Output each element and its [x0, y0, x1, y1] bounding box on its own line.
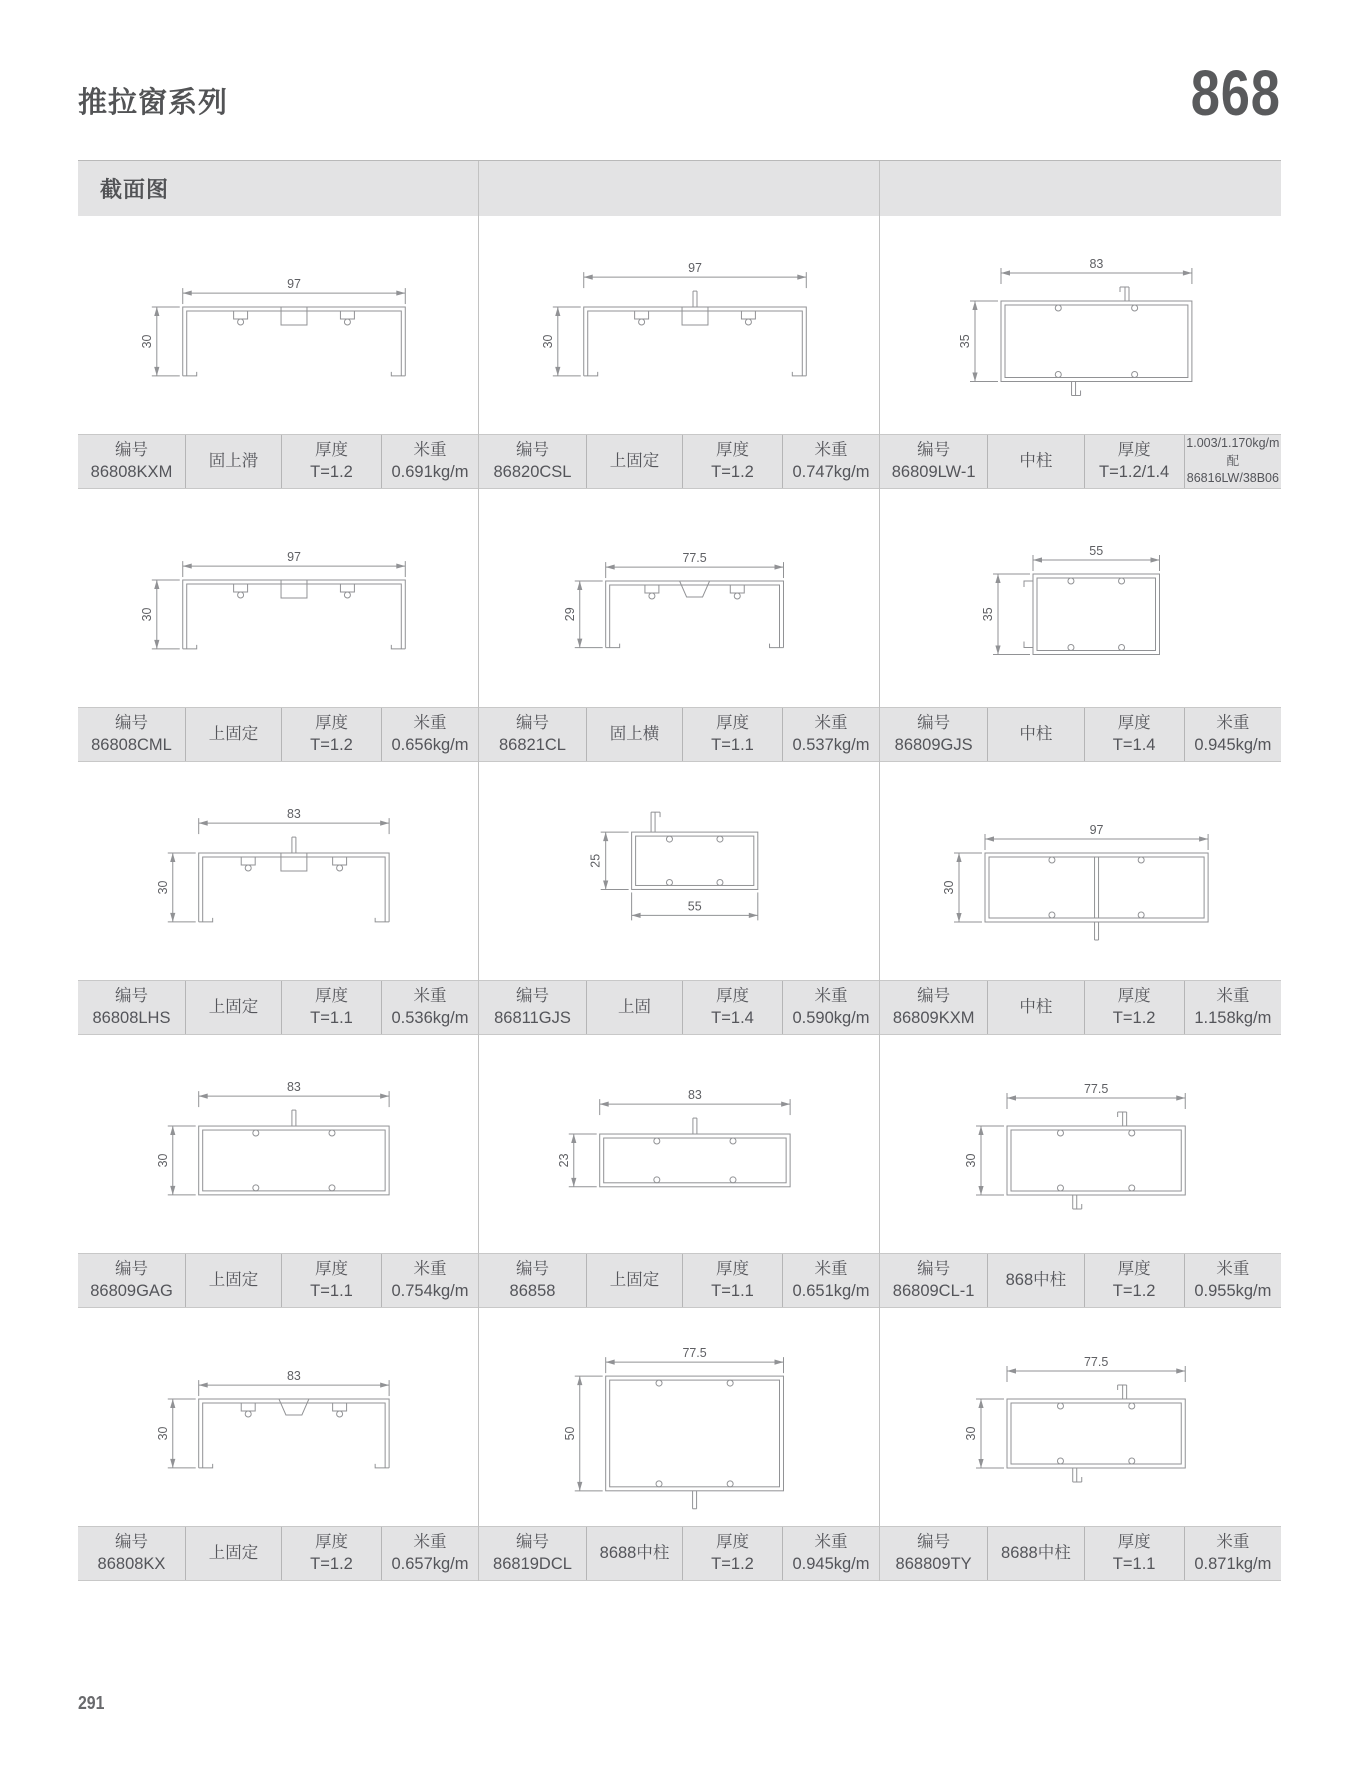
spec-number-cell: [880, 1527, 988, 1580]
spec-number-value: 86809KXM: [892, 1008, 975, 1027]
spec-type-value: 中柱: [1019, 451, 1053, 470]
dim-height-label: 50: [562, 1426, 577, 1441]
spec-weight-value: 0.945kg/m: [1194, 735, 1272, 754]
spec-thickness-cell: [282, 435, 382, 488]
profile-section-svg: [880, 489, 1281, 707]
spec-strip: [78, 1253, 478, 1308]
spec-type-cell: [988, 1254, 1084, 1307]
spec-number-label: 编号: [516, 714, 549, 733]
table-header-row: [78, 160, 1281, 216]
profile-section-svg: [479, 489, 879, 707]
spec-thickness-label: 厚度: [315, 441, 348, 460]
spec-thickness-value: T=1.1: [310, 1008, 353, 1027]
spec-thickness-value: T=1.1: [1112, 1554, 1156, 1573]
spec-thickness-value: T=1.2: [310, 462, 353, 481]
spec-thickness-label: 厚度: [315, 987, 348, 1006]
spec-number-label: 编号: [115, 441, 148, 460]
spec-weight-value: 0.590kg/m: [792, 1008, 870, 1027]
dim-width-label: 83: [1089, 257, 1104, 271]
spec-weight-value: 0.747kg/m: [792, 462, 870, 481]
spec-number-value: 86808LHS: [92, 1008, 171, 1027]
spec-type-value: 中柱: [1019, 997, 1053, 1016]
spec-number-value: 86821CL: [499, 735, 566, 754]
spec-thickness-cell: [282, 1527, 382, 1580]
spec-type-value: 上固定: [609, 1270, 660, 1289]
spec-type-cell: [186, 435, 282, 488]
spec-weight-value: 0.691kg/m: [391, 462, 469, 481]
dim-height-label: 30: [942, 880, 956, 895]
spec-number-label: 编号: [917, 714, 951, 733]
spec-thickness-label: 厚度: [1117, 1533, 1151, 1552]
spec-number-label: 编号: [917, 987, 951, 1006]
spec-type-cell: [988, 981, 1084, 1034]
profile-section-svg: [78, 216, 478, 434]
spec-weight-label: 米重: [814, 714, 848, 733]
profile-cell: [479, 1035, 880, 1308]
spec-strip: [880, 434, 1281, 489]
spec-thickness-value: T=1.2: [711, 1554, 754, 1573]
profile-drawing: [479, 1308, 879, 1526]
spec-weight-cell: [382, 435, 478, 488]
spec-weight-value: 1.158kg/m: [1194, 1008, 1272, 1027]
profile-cell: [78, 489, 479, 762]
spec-thickness-cell: [683, 708, 783, 761]
dim-width-label: 83: [286, 807, 301, 822]
spec-thickness-label: 厚度: [1117, 987, 1151, 1006]
dim-height-label: 30: [155, 1426, 170, 1441]
spec-thickness-cell: [1085, 435, 1185, 488]
profile-section-svg: [479, 216, 879, 434]
spec-weight-value: 0.754kg/m: [391, 1281, 469, 1300]
dim-width-label: 83: [286, 1369, 301, 1384]
spec-weight-value: 0.651kg/m: [792, 1281, 870, 1300]
spec-number-label: 编号: [516, 441, 549, 460]
profile-drawing: [479, 762, 879, 980]
spec-weight-cell: [382, 708, 478, 761]
spec-number-cell: [880, 1254, 988, 1307]
spec-thickness-value: T=1.2: [1112, 1008, 1156, 1027]
spec-type-cell: [186, 708, 282, 761]
spec-type-cell: [988, 708, 1084, 761]
profile-cell: [880, 216, 1281, 489]
spec-type-cell: [587, 708, 683, 761]
spec-strip: [880, 1526, 1281, 1581]
profile-cell: [78, 1308, 479, 1581]
spec-type-cell: [587, 1527, 683, 1580]
dim-width-label: 77.5: [1083, 1355, 1109, 1369]
spec-weight-cell: [382, 981, 478, 1034]
page-number: 291: [78, 1693, 105, 1713]
spec-thickness-label: 厚度: [1117, 1260, 1151, 1279]
spec-type-value: 868中柱: [1005, 1270, 1067, 1289]
spec-weight-label: 米重: [814, 1533, 848, 1552]
spec-strip: [78, 434, 478, 489]
dim-width-label: 83: [687, 1088, 702, 1103]
series-number-badge: 868: [1190, 57, 1281, 129]
spec-strip: [78, 707, 478, 762]
profile-section-svg: [78, 762, 478, 980]
spec-thickness-cell: [683, 435, 783, 488]
spec-thickness-label: 厚度: [315, 1260, 348, 1279]
profile-drawing: [880, 1308, 1281, 1526]
spec-number-cell: [78, 981, 186, 1034]
profile-section-svg: [479, 1035, 879, 1253]
spec-thickness-label: 厚度: [1117, 714, 1151, 733]
spec-weight-cell: [783, 1254, 879, 1307]
spec-type-value: 8688中柱: [599, 1543, 670, 1562]
spec-weight-value: 0.657kg/m: [391, 1554, 469, 1573]
spec-thickness-label: 厚度: [716, 987, 749, 1006]
spec-weight-value: 0.537kg/m: [792, 735, 870, 754]
spec-number-value: 86858: [509, 1281, 556, 1300]
spec-number-label: 编号: [917, 1533, 951, 1552]
spec-weight-label: 米重: [413, 441, 447, 460]
spec-number-label: 编号: [917, 1260, 951, 1279]
spec-type-cell: [186, 1254, 282, 1307]
profile-drawing: [479, 489, 879, 707]
spec-number-value: 86809GAG: [90, 1281, 173, 1300]
spec-weight-value: 0.945kg/m: [792, 1554, 870, 1573]
spec-number-cell: [479, 1527, 587, 1580]
spec-number-value: 86808KXM: [90, 462, 173, 481]
spec-thickness-cell: [1085, 1527, 1185, 1580]
profile-drawing: [880, 1035, 1281, 1253]
dim-width-label: 97: [287, 277, 301, 292]
dim-height-label: 30: [964, 1426, 978, 1441]
dim-width-label: 97: [688, 261, 702, 276]
dim-width-label: 97: [1089, 823, 1104, 837]
spec-thickness-value: T=1.1: [310, 1281, 353, 1300]
section-label: 截面图: [100, 177, 170, 202]
spec-thickness-cell: [1085, 708, 1185, 761]
dim-width-label: 55: [1089, 544, 1104, 558]
profile-cell: [880, 762, 1281, 1035]
profile-section-svg: [880, 1035, 1281, 1253]
spec-weight-label: 米重: [814, 987, 848, 1006]
spec-number-cell: [78, 435, 186, 488]
profile-cell: [479, 489, 880, 762]
spec-number-label: 编号: [917, 441, 951, 460]
spec-number-value: 86809LW-1: [891, 462, 976, 481]
spec-number-label: 编号: [115, 1533, 148, 1552]
spec-strip: [78, 980, 478, 1035]
profile-drawing: [78, 1308, 478, 1526]
spec-thickness-cell: [683, 1254, 783, 1307]
spec-thickness-value: T=1.1: [711, 1281, 754, 1300]
spec-number-cell: [880, 708, 988, 761]
spec-number-cell: [479, 435, 587, 488]
spec-weight-label: 米重: [814, 1260, 848, 1279]
dim-height-label: 25: [588, 853, 603, 868]
catalog-page: [78, 0, 1281, 1581]
profile-drawing: [880, 762, 1281, 980]
spec-type-cell: [186, 981, 282, 1034]
spec-number-value: 86808CML: [91, 735, 172, 754]
dim-width-label: 55: [687, 899, 702, 914]
spec-thickness-value: T=1.4: [1112, 735, 1156, 754]
spec-number-cell: [479, 1254, 587, 1307]
spec-thickness-label: 厚度: [716, 714, 749, 733]
spec-weight-cell: [382, 1254, 478, 1307]
spec-weight-cell: [1185, 1254, 1281, 1307]
spec-weight-cell: [783, 435, 879, 488]
spec-thickness-cell: [683, 1527, 783, 1580]
dim-height-label: 30: [155, 880, 170, 895]
spec-number-label: 编号: [115, 714, 148, 733]
spec-number-value: 868809TY: [895, 1554, 972, 1573]
dim-height-label: 30: [964, 1153, 978, 1168]
spec-number-label: 编号: [115, 987, 148, 1006]
profile-drawing: [479, 216, 879, 434]
spec-thickness-value: T=1.2: [711, 462, 754, 481]
spec-number-value: 86809CL-1: [892, 1281, 975, 1300]
spec-number-label: 编号: [516, 1260, 549, 1279]
spec-thickness-cell: [282, 708, 382, 761]
dim-height-label: 35: [981, 607, 995, 622]
spec-number-cell: [78, 1527, 186, 1580]
spec-strip: [880, 707, 1281, 762]
spec-type-value: 上固: [618, 997, 651, 1016]
spec-type-value: 固上滑: [208, 451, 259, 470]
profile-drawing: [880, 489, 1281, 707]
spec-type-cell: [988, 435, 1084, 488]
spec-strip: [479, 434, 879, 489]
spec-number-label: 编号: [516, 987, 549, 1006]
spec-weight-label: 米重: [1216, 714, 1250, 733]
table-header-cell: [78, 161, 479, 216]
spec-weight-label: 米重: [1216, 1533, 1250, 1552]
spec-strip: [479, 707, 879, 762]
dim-height-label: 30: [139, 334, 154, 349]
spec-type-cell: [587, 435, 683, 488]
dim-width-label: 77.5: [682, 551, 707, 566]
dim-width-label: 77.5: [1083, 1082, 1109, 1096]
spec-weight-label: 1.003/1.170kg/m: [1186, 436, 1280, 451]
spec-thickness-value: T=1.1: [711, 735, 754, 754]
profile-drawing: [78, 1035, 478, 1253]
spec-thickness-label: 厚度: [315, 714, 348, 733]
profile-section-svg: [880, 1308, 1281, 1526]
spec-weight-label: 米重: [413, 1260, 447, 1279]
spec-weight-cell: [382, 1527, 478, 1580]
profile-section-svg: [78, 1035, 478, 1253]
spec-weight-label: 米重: [413, 987, 447, 1006]
spec-type-value: 中柱: [1019, 724, 1053, 743]
spec-thickness-label: 厚度: [716, 441, 749, 460]
spec-weight-value: 配86816LW/38B06: [1186, 453, 1279, 486]
spec-number-cell: [78, 708, 186, 761]
table-header-cell: [479, 161, 880, 216]
series-title: 推拉窗系列: [78, 87, 229, 119]
spec-number-label: 编号: [516, 1533, 549, 1552]
profile-cell: [479, 216, 880, 489]
spec-strip: [479, 1253, 879, 1308]
profile-section-svg: [880, 216, 1281, 434]
profile-section-svg: [479, 1308, 879, 1526]
spec-number-cell: [880, 981, 988, 1034]
spec-number-value: 86809GJS: [894, 735, 973, 754]
spec-thickness-value: T=1.4: [711, 1008, 754, 1027]
spec-weight-cell: [1185, 708, 1281, 761]
spec-type-cell: [186, 1527, 282, 1580]
spec-weight-cell: [783, 981, 879, 1034]
profile-section-svg: [880, 762, 1281, 980]
spec-strip: [479, 980, 879, 1035]
spec-type-value: 上固定: [609, 451, 660, 470]
dim-width-label: 83: [286, 1080, 301, 1095]
dim-height-label: 35: [958, 334, 972, 349]
spec-number-label: 编号: [115, 1260, 148, 1279]
profile-cell: [880, 1308, 1281, 1581]
spec-thickness-cell: [683, 981, 783, 1034]
spec-strip: [479, 1526, 879, 1581]
spec-type-cell: [587, 981, 683, 1034]
profile-drawing: [880, 216, 1281, 434]
spec-thickness-cell: [1085, 1254, 1185, 1307]
spec-strip: [880, 980, 1281, 1035]
spec-number-cell: [479, 981, 587, 1034]
spec-weight-value: 0.536kg/m: [391, 1008, 469, 1027]
spec-weight-label: 米重: [413, 714, 447, 733]
profile-cell: [880, 1035, 1281, 1308]
dim-height-label: 29: [562, 607, 577, 622]
profile-section-svg: [78, 1308, 478, 1526]
spec-weight-cell: [1185, 981, 1281, 1034]
profile-cell: [479, 1308, 880, 1581]
spec-number-value: 86811GJS: [494, 1008, 571, 1027]
profile-section-svg: [479, 762, 879, 980]
spec-number-value: 86819DCL: [493, 1554, 572, 1573]
spec-weight-label: 米重: [1216, 987, 1250, 1006]
spec-thickness-value: T=1.2/1.4: [1099, 462, 1170, 481]
spec-type-cell: [988, 1527, 1084, 1580]
spec-weight-value: 0.656kg/m: [391, 735, 469, 754]
spec-type-value: 8688中柱: [1001, 1543, 1071, 1562]
dim-height-label: 30: [139, 607, 154, 622]
page-header: [78, 0, 1281, 160]
spec-number-value: 86820CSL: [493, 462, 572, 481]
spec-thickness-value: T=1.2: [310, 1554, 353, 1573]
spec-thickness-label: 厚度: [716, 1260, 749, 1279]
spec-weight-value: 0.955kg/m: [1194, 1281, 1272, 1300]
spec-weight-cell: [1185, 1527, 1281, 1580]
profile-section-svg: [78, 489, 478, 707]
table-header-cell: [880, 161, 1281, 216]
spec-type-value: 固上横: [609, 724, 660, 743]
profile-cell: [78, 762, 479, 1035]
spec-number-cell: [880, 435, 988, 488]
spec-thickness-cell: [282, 1254, 382, 1307]
dim-height-label: 23: [556, 1153, 571, 1168]
spec-number-value: 86808KX: [97, 1554, 166, 1573]
spec-strip: [880, 1253, 1281, 1308]
dim-height-label: 30: [155, 1153, 170, 1168]
profile-cell: [479, 762, 880, 1035]
spec-thickness-value: T=1.2: [310, 735, 353, 754]
spec-thickness-label: 厚度: [315, 1533, 348, 1552]
profile-drawing: [78, 489, 478, 707]
spec-type-value: 上固定: [208, 724, 259, 743]
spec-type-value: 上固定: [208, 1543, 259, 1562]
spec-weight-cell: [783, 708, 879, 761]
spec-weight-label: 米重: [814, 441, 848, 460]
profile-drawing: [479, 1035, 879, 1253]
profile-grid: [78, 216, 1281, 1581]
spec-thickness-cell: [282, 981, 382, 1034]
spec-number-cell: [78, 1254, 186, 1307]
profile-drawing: [78, 216, 478, 434]
profile-drawing: [78, 762, 478, 980]
spec-thickness-label: 厚度: [716, 1533, 749, 1552]
spec-thickness-cell: [1085, 981, 1185, 1034]
spec-thickness-label: 厚度: [1117, 441, 1151, 460]
spec-weight-cell: [783, 1527, 879, 1580]
profile-cell: [78, 216, 479, 489]
spec-weight-cell: [1185, 435, 1281, 488]
spec-thickness-value: T=1.2: [1112, 1281, 1156, 1300]
spec-strip: [78, 1526, 478, 1581]
spec-type-value: 上固定: [208, 997, 259, 1016]
profile-cell: [880, 489, 1281, 762]
profile-cell: [78, 1035, 479, 1308]
spec-weight-value: 0.871kg/m: [1194, 1554, 1272, 1573]
spec-type-cell: [587, 1254, 683, 1307]
spec-weight-label: 米重: [413, 1533, 447, 1552]
spec-type-value: 上固定: [208, 1270, 259, 1289]
dim-width-label: 77.5: [682, 1346, 707, 1361]
dim-height-label: 30: [540, 334, 555, 349]
dim-width-label: 97: [287, 550, 301, 565]
spec-number-cell: [479, 708, 587, 761]
spec-weight-label: 米重: [1216, 1260, 1250, 1279]
